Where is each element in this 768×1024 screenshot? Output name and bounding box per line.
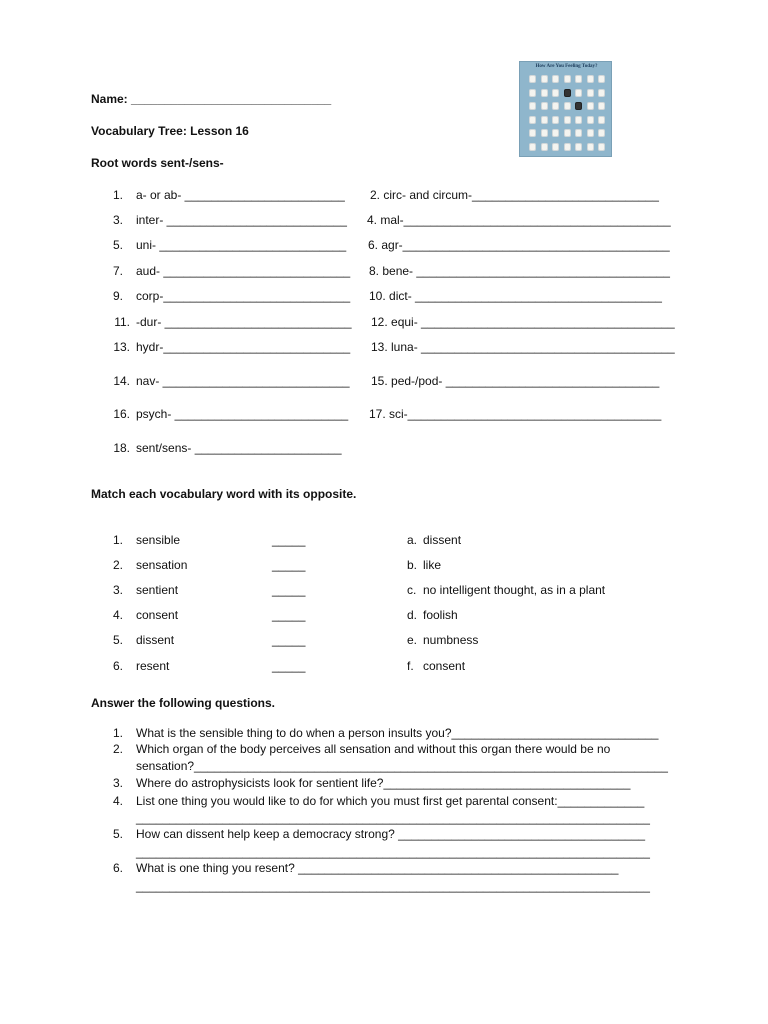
root-word-item: -dur- ____________________________ xyxy=(136,315,352,329)
poster-face-icon xyxy=(552,102,559,110)
root-word-item: corp-____________________________ xyxy=(136,289,351,303)
poster-face-icon xyxy=(598,129,605,137)
root-word-item: uni- ____________________________ xyxy=(136,238,347,252)
poster-face-icon xyxy=(564,143,571,151)
question-text: List one thing you would like to do for which you must first get parental consent:_____________ xyxy=(136,794,645,808)
root-word-number: 16. xyxy=(113,407,130,421)
section-title-questions: Answer the following questions. xyxy=(91,696,276,710)
match-opposite: consent xyxy=(423,659,466,673)
root-word-item: inter- ___________________________ xyxy=(136,213,347,227)
section-title-root-words: Root words sent-/sens- xyxy=(91,156,224,170)
root-word-number: 18. xyxy=(113,441,130,455)
poster-face-icon xyxy=(529,102,536,110)
poster-face-icon xyxy=(564,102,571,110)
root-word-item: nav- ____________________________ xyxy=(136,374,350,388)
poster-face-icon xyxy=(564,129,571,137)
poster-face-icon xyxy=(552,143,559,151)
match-opposite: like xyxy=(423,558,442,572)
question-number: 4. xyxy=(113,794,124,808)
match-answer-blank[interactable]: _____ xyxy=(272,659,306,673)
poster-face-icon xyxy=(598,143,605,151)
root-word-item: 8. bene- ______________________________________ xyxy=(369,264,670,278)
match-word: sensible xyxy=(136,533,181,547)
poster-face-icon xyxy=(552,89,559,97)
name-field-label: Name: ______________________________ xyxy=(91,92,332,106)
poster-title: How Are You Feeling Today? xyxy=(535,64,598,69)
poster-face-icon xyxy=(587,102,594,110)
match-letter: e. xyxy=(407,633,418,647)
question-text: How can dissent help keep a democracy strong? _____________________________________ xyxy=(136,827,646,841)
match-number: 5. xyxy=(113,633,124,647)
poster-face-icon xyxy=(587,143,594,151)
poster-face-icon xyxy=(575,102,582,110)
poster-face-icon xyxy=(587,89,594,97)
match-word: sentient xyxy=(136,583,179,597)
poster-face-icon xyxy=(541,75,548,83)
root-word-item: aud- ____________________________ xyxy=(136,264,351,278)
root-word-item: 4. mal-________________________________________ xyxy=(367,213,671,227)
question-text: What is the sensible thing to do when a person insults you?_______________________________ xyxy=(136,726,659,740)
match-number: 2. xyxy=(113,558,124,572)
match-answer-blank[interactable]: _____ xyxy=(272,583,306,597)
poster-face-icon xyxy=(529,89,536,97)
poster-face-icon xyxy=(541,102,548,110)
poster-face-icon xyxy=(598,102,605,110)
question-text: sensation?_______________________________________________________________________ xyxy=(136,759,668,773)
poster-face-icon xyxy=(541,143,548,151)
match-number: 4. xyxy=(113,608,124,622)
poster-face-icon xyxy=(552,116,559,124)
match-opposite: foolish xyxy=(423,608,458,622)
poster-face-icon xyxy=(552,129,559,137)
question-number: 3. xyxy=(113,776,124,790)
match-answer-blank[interactable]: _____ xyxy=(272,533,306,547)
root-word-number: 3. xyxy=(112,213,123,227)
question-number: 5. xyxy=(113,827,124,841)
poster-face-icon xyxy=(575,143,582,151)
question-text: What is one thing you resent? ________________________________________________ xyxy=(136,861,619,875)
question-number: 2. xyxy=(113,742,124,756)
match-letter: d. xyxy=(407,608,418,622)
answer-line[interactable]: _____________________________________________________________________________ xyxy=(136,811,650,825)
poster-face-icon xyxy=(552,75,559,83)
match-opposite: numbness xyxy=(423,633,479,647)
root-word-number: 13. xyxy=(113,340,130,354)
root-word-number: 14. xyxy=(113,374,130,388)
poster-face-icon xyxy=(575,75,582,83)
match-letter: a. xyxy=(407,533,418,547)
poster-face-icon xyxy=(541,89,548,97)
poster-face-icon xyxy=(529,75,536,83)
poster-face-icon xyxy=(587,75,594,83)
match-opposite: dissent xyxy=(423,533,462,547)
match-word: consent xyxy=(136,608,179,622)
match-answer-blank[interactable]: _____ xyxy=(272,608,306,622)
question-text: Where do astrophysicists look for sentient life?_____________________________________ xyxy=(136,776,631,790)
section-title-matching: Match each vocabulary word with its opposite. xyxy=(91,487,357,501)
root-word-number: 9. xyxy=(112,289,123,303)
poster-face-icon xyxy=(564,75,571,83)
answer-line[interactable]: _____________________________________________________________________________ xyxy=(136,845,650,859)
answer-line[interactable]: _____________________________________________________________________________ xyxy=(136,879,650,893)
root-word-number: 7. xyxy=(112,264,123,278)
root-word-item: 17. sci-______________________________________ xyxy=(369,407,662,421)
poster-face-icon xyxy=(575,89,582,97)
poster-face-icon xyxy=(598,116,605,124)
match-word: sensation xyxy=(136,558,188,572)
match-letter: f. xyxy=(407,659,414,673)
root-word-item: a- or ab- ________________________ xyxy=(136,188,345,202)
feelings-poster-image xyxy=(519,61,612,157)
match-answer-blank[interactable]: _____ xyxy=(272,633,306,647)
poster-face-icon xyxy=(541,129,548,137)
root-word-item: 10. dict- _____________________________________ xyxy=(369,289,662,303)
root-word-item: hydr-____________________________ xyxy=(136,340,351,354)
root-word-item: sent/sens- ______________________ xyxy=(136,441,342,455)
match-answer-blank[interactable]: _____ xyxy=(272,558,306,572)
poster-face-icon xyxy=(564,89,571,97)
question-text: Which organ of the body perceives all sensation and without this organ there would be no xyxy=(136,742,611,756)
question-number: 1. xyxy=(113,726,124,740)
match-word: resent xyxy=(136,659,170,673)
poster-face-icon xyxy=(598,89,605,97)
poster-face-icon xyxy=(541,116,548,124)
poster-face-icon xyxy=(575,116,582,124)
match-word: dissent xyxy=(136,633,175,647)
poster-face-icon xyxy=(564,116,571,124)
root-word-item: 15. ped-/pod- ________________________________ xyxy=(371,374,660,388)
poster-face-icon xyxy=(529,143,536,151)
match-number: 1. xyxy=(113,533,124,547)
poster-face-icon xyxy=(587,116,594,124)
poster-face-icon xyxy=(575,129,582,137)
root-word-number: 11. xyxy=(114,315,130,329)
match-opposite: no intelligent thought, as in a plant xyxy=(423,583,606,597)
match-letter: c. xyxy=(407,583,417,597)
root-word-item: 6. agr-________________________________________ xyxy=(368,238,670,252)
poster-face-icon xyxy=(529,129,536,137)
poster-face-icon xyxy=(529,116,536,124)
root-word-number: 5. xyxy=(112,238,123,252)
poster-face-icon xyxy=(598,75,605,83)
match-letter: b. xyxy=(407,558,418,572)
match-number: 6. xyxy=(113,659,124,673)
match-number: 3. xyxy=(113,583,124,597)
poster-face-icon xyxy=(587,129,594,137)
root-word-item: psych- __________________________ xyxy=(136,407,349,421)
root-word-item: 2. circ- and circum-____________________________ xyxy=(370,188,659,202)
question-number: 6. xyxy=(113,861,124,875)
root-word-item: 12. equi- ______________________________________ xyxy=(371,315,675,329)
root-word-item: 13. luna- ______________________________________ xyxy=(371,340,675,354)
page-title: Vocabulary Tree: Lesson 16 xyxy=(91,124,249,138)
root-word-number: 1. xyxy=(112,188,123,202)
